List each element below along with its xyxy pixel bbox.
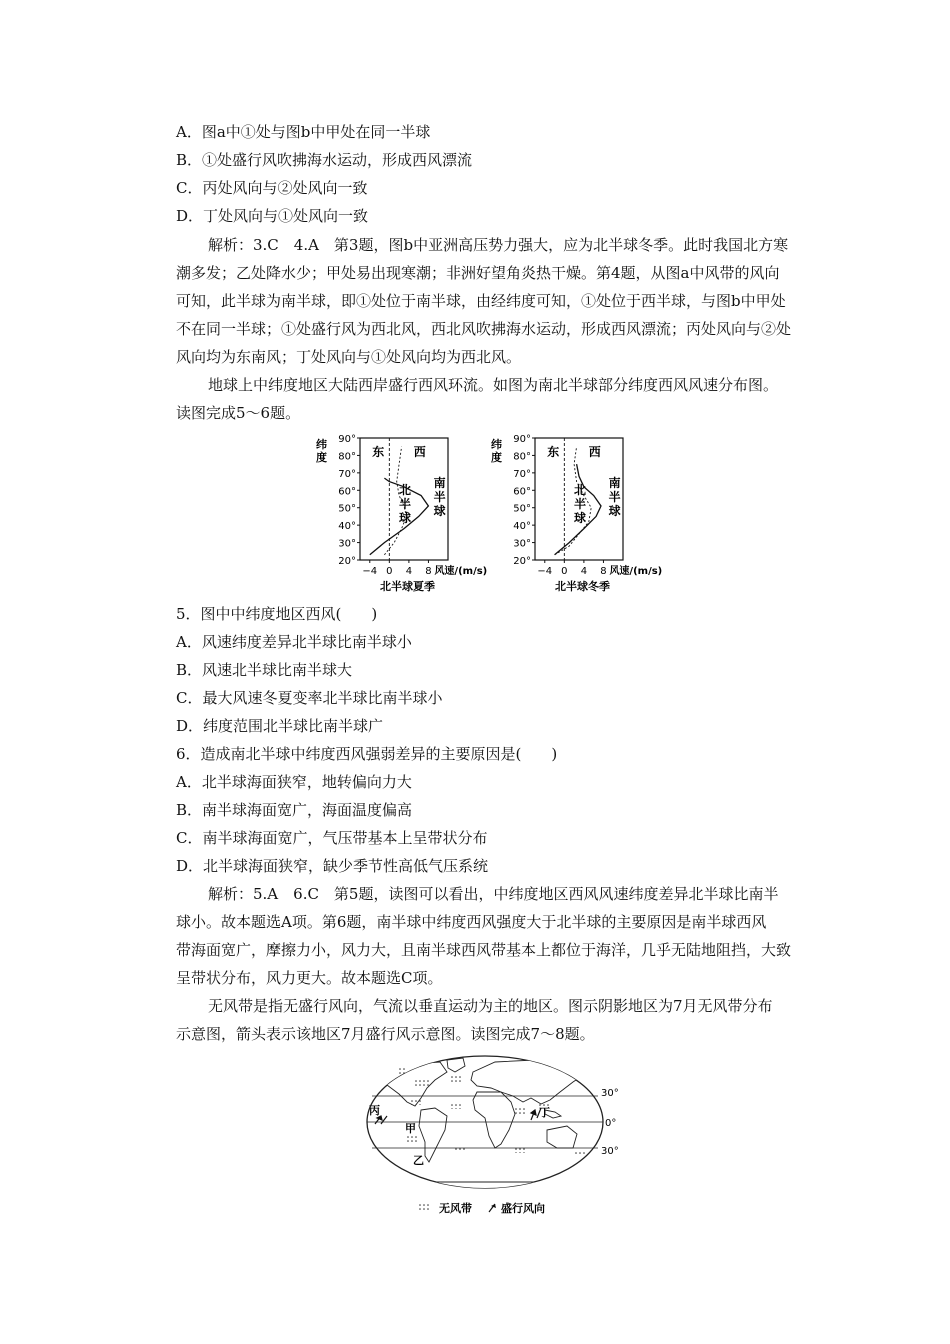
calm-zone <box>407 1136 417 1142</box>
chart-south-label: 南 <box>608 475 621 490</box>
chart-0 <box>316 434 487 593</box>
q4-option-c: C．丙处风向与②处风向一致 <box>176 179 368 197</box>
chart-xtick-label: −4 <box>362 566 378 577</box>
chart-south-label: 球 <box>433 503 446 518</box>
chart-ytick-label: 70° <box>513 468 531 480</box>
analysis-line: 风向均为东南风；丁处风向与①处风向均为西北风。 <box>176 348 522 366</box>
chart-west-label: 西 <box>588 445 601 459</box>
chart-east-label: 东 <box>372 445 385 459</box>
label-bing: 丙 <box>369 1104 380 1117</box>
analysis-line: 解析：5.A 6.C 第5题，读图可以看出，中纬度地区西风风速纬度差异北半球比南半 <box>208 885 779 903</box>
calm-zone <box>455 1146 467 1151</box>
chart-ylabel: 度 <box>491 451 502 464</box>
chart-north-label: 半 <box>573 496 586 511</box>
analysis-line: 带海面宽广，摩擦力小，风力大，且南半球西风带基本上都位于海洋，几乎无陆地阻挡，大致 <box>176 941 792 959</box>
calm-zone <box>397 1068 407 1074</box>
chart-ytick-label: 50° <box>338 503 356 515</box>
chart-south-label: 球 <box>608 503 621 518</box>
intro-5-6-line: 读图完成5～6题。 <box>176 404 301 422</box>
analysis-line: 不在同一半球；①处盛行风为西北风，西北风吹拂海水运动，形成西风漂流；丙处风向与②处 <box>176 320 792 338</box>
calm-zone <box>515 1108 527 1114</box>
q5-option-b: B．风速北半球比南半球大 <box>176 661 353 679</box>
chart-xtick-label: 8 <box>600 566 607 577</box>
q6-option-a: A．北半球海面狭窄，地转偏向力大 <box>176 773 412 791</box>
q5-option-a: A．风速纬度差异北半球比南半球小 <box>176 633 412 651</box>
calm-zone <box>515 1148 527 1153</box>
lat-label-equator: 0° <box>605 1118 617 1129</box>
chart-ytick-label: 60° <box>338 486 356 498</box>
q6-option-b: B．南半球海面宽广，海面温度偏高 <box>176 801 413 819</box>
chart-xtick-label: −4 <box>537 566 553 577</box>
chart-ytick-label: 40° <box>338 521 356 533</box>
chart-xtick-label: 4 <box>580 566 588 577</box>
q5-option-c: C．最大风速冬夏变率北半球比南半球小 <box>176 689 443 707</box>
chart-south-label: 南 <box>433 475 446 490</box>
legend-calm-swatch <box>417 1204 429 1210</box>
chart-xtick-label: 4 <box>405 566 413 577</box>
legend-wind-label: 盛行风向 <box>501 1202 545 1215</box>
chart-ytick-label: 80° <box>513 451 531 463</box>
analysis-line: 可知，此半球为南半球，即①处位于南半球，由经纬度可知，①处位于西半球，与图b中甲处 <box>176 292 786 310</box>
lat-label-30n: 30° <box>601 1088 619 1099</box>
intro-7-8-line: 示意图，箭头表示该地区7月盛行风示意图。读图完成7～8题。 <box>176 1025 595 1043</box>
calm-zone <box>575 1150 585 1155</box>
label-yi: 乙 <box>413 1154 424 1167</box>
chart-ytick-label: 60° <box>513 486 531 498</box>
calm-zone <box>415 1080 429 1086</box>
chart-north-label: 半 <box>398 496 411 511</box>
calm-zone <box>451 1076 463 1082</box>
chart-title: 北半球夏季 <box>380 580 435 593</box>
label-jia: 甲 <box>405 1122 416 1135</box>
chart-south-label: 半 <box>608 489 621 504</box>
chart-ytick-label: 90° <box>513 434 531 445</box>
chart-ytick-label: 20° <box>513 556 531 567</box>
chart-ytick-label: 20° <box>338 556 356 567</box>
chart-ylabel: 纬 <box>491 438 502 451</box>
chart-xtick-label: 0 <box>386 566 393 577</box>
wind-speed-charts <box>310 428 670 593</box>
chart-north-label: 球 <box>398 510 411 525</box>
chart-ytick-label: 30° <box>338 538 356 550</box>
analysis-line: 解析：3.C 4.A 第3题，图b中亚洲高压势力强大，应为北半球冬季。此时我国北方寒 <box>208 236 789 254</box>
chart-north-label: 球 <box>573 510 586 525</box>
chart-ylabel: 纬 <box>316 438 327 451</box>
chart-north-label: 北 <box>573 482 586 497</box>
q4-option-b: B．①处盛行风吹拂海水运动，形成西风漂流 <box>176 151 473 169</box>
chart-ytick-label: 50° <box>513 503 531 515</box>
chart-west-label: 西 <box>413 445 426 459</box>
chart-ytick-label: 40° <box>513 521 531 533</box>
calm-zone-world-map <box>355 1052 645 1222</box>
chart-south-label: 半 <box>433 489 446 504</box>
chart-1 <box>491 434 662 593</box>
calm-zone <box>411 1100 423 1105</box>
chart-ytick-label: 90° <box>338 434 356 445</box>
continent-antarctica <box>385 1182 585 1192</box>
q4-option-d: D．丁处风向与①处风向一致 <box>176 207 369 225</box>
chart-xlabel: 风速/(m/s) <box>609 566 663 577</box>
q5-stem: 5．图中中纬度地区西风( ) <box>176 605 378 623</box>
chart-north-label: 北 <box>398 482 411 497</box>
q6-stem: 6．造成南北半球中纬度西风强弱差异的主要原因是( ) <box>176 745 558 763</box>
analysis-line: 球小。故本题选A项。第6题，南半球中纬度西风强度大于北半球的主要原因是南半球西风 <box>176 913 767 931</box>
calm-zone <box>451 1104 461 1109</box>
chart-xtick-label: 8 <box>425 566 432 577</box>
chart-ytick-label: 70° <box>338 468 356 480</box>
q4-option-a: A．图a中①处与图b中甲处在同一半球 <box>176 123 431 141</box>
chart-ytick-label: 30° <box>513 538 531 550</box>
label-ding: 丁 <box>539 1106 550 1119</box>
analysis-line: 潮多发；乙处降水少；甲处易出现寒潮；非洲好望角炎热干燥。第4题，从图a中风带的风向 <box>176 264 780 282</box>
q5-option-d: D．纬度范围北半球比南半球广 <box>176 717 384 735</box>
intro-5-6-line: 地球上中纬度地区大陆西岸盛行西风环流。如图为南北半球部分纬度西风风速分布图。 <box>208 376 779 394</box>
chart-ytick-label: 80° <box>338 451 356 463</box>
lat-label-30s: 30° <box>601 1146 619 1157</box>
chart-ylabel: 度 <box>316 451 327 464</box>
intro-7-8-line: 无风带是指无盛行风向，气流以垂直运动为主的地区。图示阴影地区为7月无风带分布 <box>208 997 773 1015</box>
chart-title: 北半球冬季 <box>555 580 610 593</box>
analysis-line: 呈带状分布，风力更大。故本题选C项。 <box>176 969 443 987</box>
chart-east-label: 东 <box>547 445 560 459</box>
q6-option-d: D．北半球海面狭窄，缺少季节性高低气压系统 <box>176 857 489 875</box>
chart-xlabel: 风速/(m/s) <box>434 566 488 577</box>
q6-option-c: C．南半球海面宽广，气压带基本上呈带状分布 <box>176 829 488 847</box>
legend-calm-label: 无风带 <box>439 1202 472 1215</box>
chart-xtick-label: 0 <box>561 566 568 577</box>
